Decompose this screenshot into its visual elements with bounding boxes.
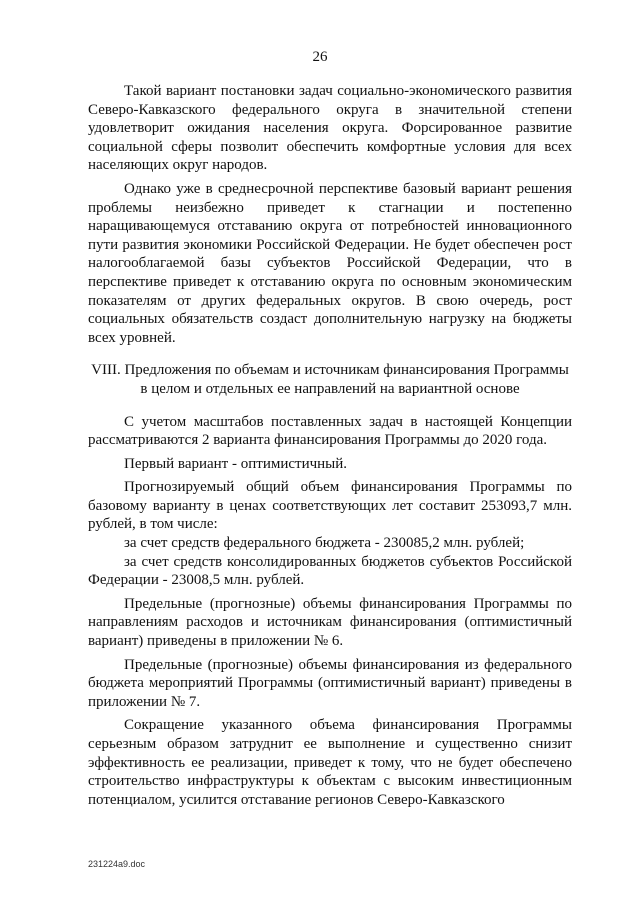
- paragraph: Предельные (прогнозные) объемы финансирования Программы по направлениям расходов и источникам финансирования (оптимистичный вариант) приведены в приложении № 6.: [88, 595, 572, 650]
- document-body: [88, 82, 572, 814]
- paragraph: за счет средств консолидированных бюджетов субъектов Российской Федерации - 23008,5 млн. рублей.: [88, 553, 572, 589]
- page-number: 26: [312, 49, 328, 65]
- paragraph: Такой вариант постановки задач социально-экономического развития Северо-Кавказского федерального округа в значительной степени удовлетворит ожидания населения округа. Форсированное развитие социальной сферы позволит обеспечить комфортные условия для всех населяющих округ народов.: [88, 83, 572, 174]
- section-heading: [88, 361, 572, 398]
- paragraph: Однако уже в среднесрочной перспективе базовый вариант решения проблемы неизбежно приведет к стагнации и постепенно наращивающемуся отставанию округа от потребностей инновационного пути развития экономики Российской Федерации. Не будет обеспечен рост налогооблагаемой базы субъектов Российской Федерации, что в перспективе приведет к отставанию округа по основным экономическим показателям от других федеральных округов. В свою очередь, рост социальных обязательств создаст дополнительную нагрузку на бюджеты всех уровней.: [88, 180, 572, 346]
- paragraph: Сокращение указанного объема финансирования Программы серьезным образом затруднит ее выполнение и существенно снизит эффективность ее реализации, приведет к тому, что не будет обеспечено строительство инфраструктуры к объектам с высоким инвестиционным потенциалом, усилится отставание регионов Северо-Кавказского: [88, 717, 572, 808]
- section-heading-line: в целом и отдельных ее направлений на вариантной основе: [140, 380, 520, 397]
- paragraph: С учетом масштабов поставленных задач в настоящей Концепции рассматриваются 2 варианта финансирования Программы до 2020 года.: [88, 413, 572, 449]
- section-heading-line: VIII. Предложения по объемам и источникам финансирования Программы: [91, 362, 569, 379]
- footer-filename: 231224a9.doc: [88, 859, 146, 869]
- paragraph: Первый вариант - оптимистичный.: [124, 455, 348, 472]
- paragraph: Предельные (прогнозные) объемы финансирования из федерального бюджета мероприятий Программы (оптимистичный вариант) приведены в приложении № 7.: [88, 656, 572, 710]
- paragraph: за счет средств федерального бюджета - 230085,2 млн. рублей;: [124, 535, 525, 552]
- paragraph: Прогнозируемый общий объем финансирования Программы по базовому варианту в ценах соответствующих лет составит 253093,7 млн. рублей, в том числе:: [88, 479, 572, 533]
